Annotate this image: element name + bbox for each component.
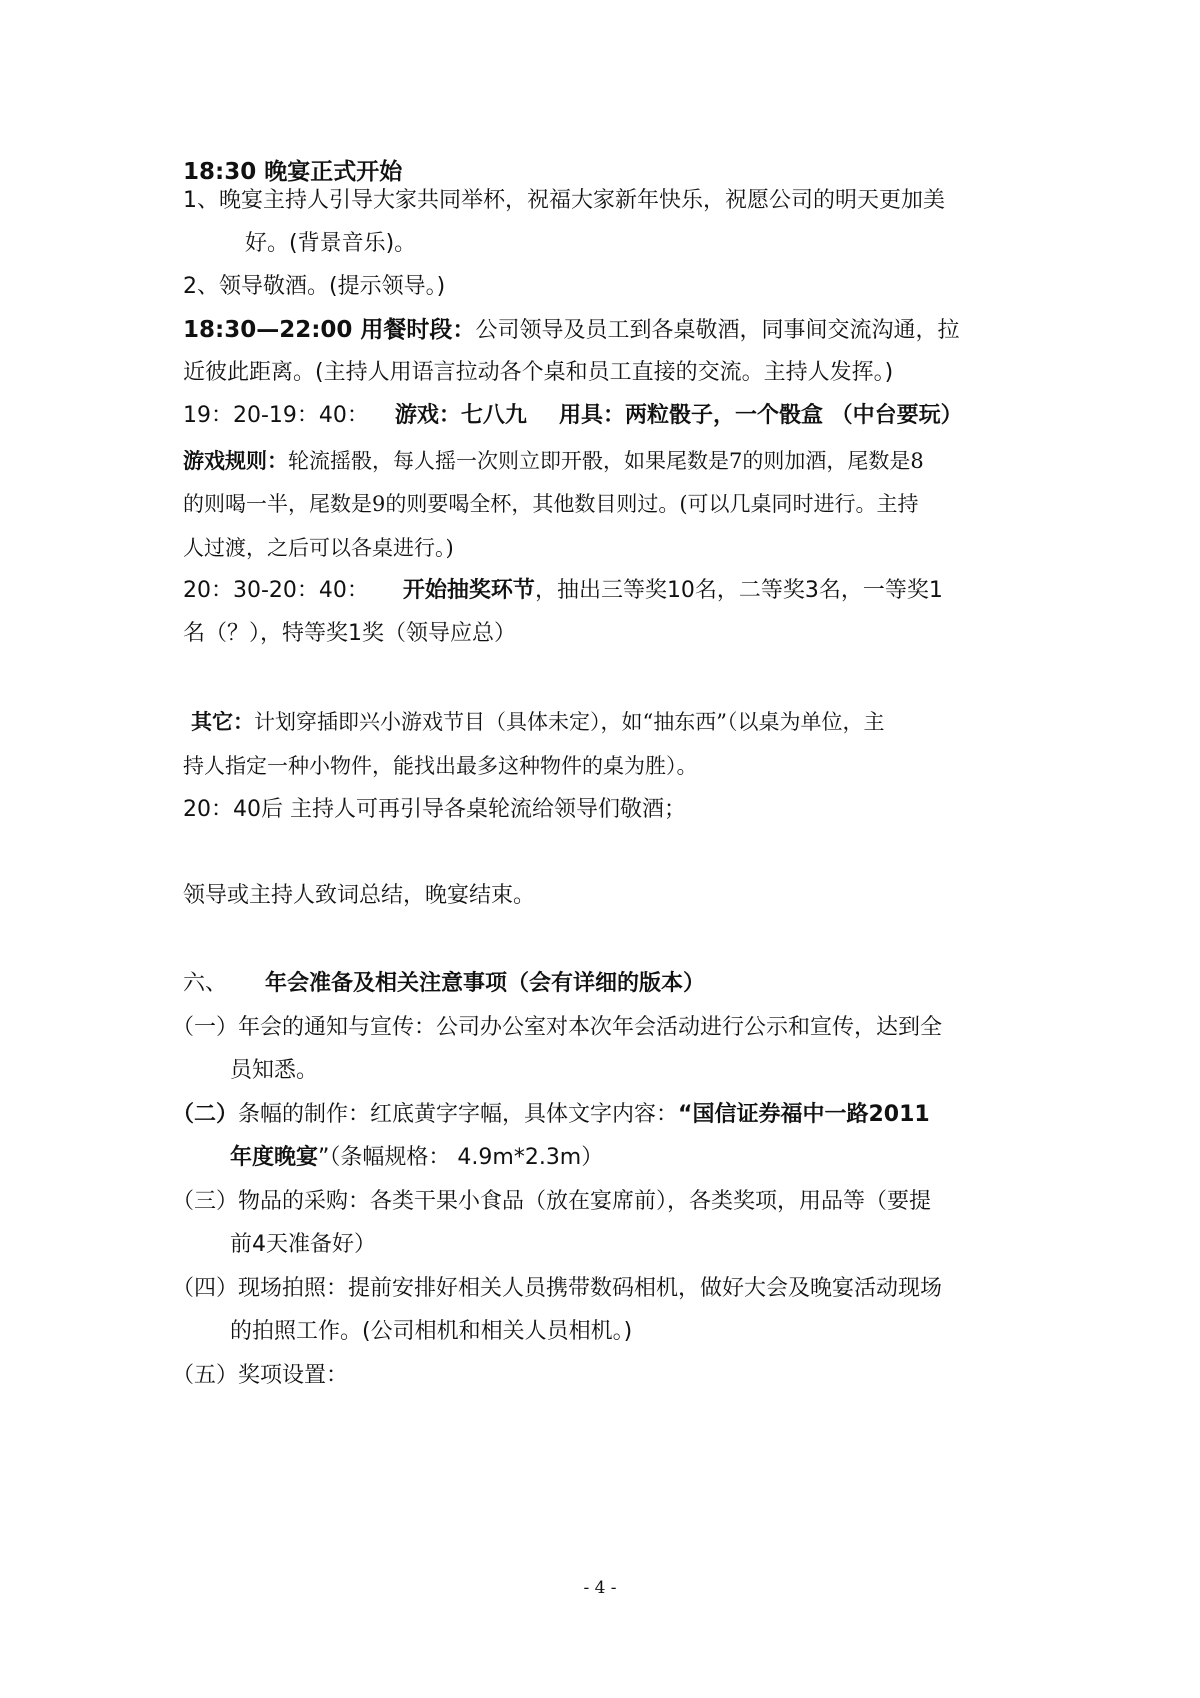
paragraph-line [230,1143,1090,1173]
text-run: （三）物品的采购：各类干果小食品（放在宴席前），各类奖项，用品等（要提 [172,1189,932,1214]
text-run: 20：30-20：40： [183,578,369,603]
section-heading-banquet-start [183,157,1043,187]
bold-run: 年度晚宴 [230,1145,319,1170]
text-run: 人过渡，之后可以各桌进行。) [183,536,454,560]
heading-text: 年会准备及相关注意事项（会有详细的版本） [265,971,706,996]
paragraph-line [183,315,1043,346]
bold-run: 18:30—22:00 用餐时段： [183,317,476,343]
text-run: ”（条幅规格： 4.9m*2.3m） [318,1145,604,1170]
paragraph-line [172,1361,1032,1391]
bold-run: （二） [172,1102,239,1127]
page-number: - 4 - [583,1578,617,1598]
bold-run: “国信证券福中一路2011 [678,1102,930,1127]
text-run: （五）奖项设置： [172,1363,349,1388]
text-run: 领导或主持人致词总结，晚宴结束。 [183,883,536,908]
text-run: 的则喝一半，尾数是9的则要喝全杯，其他数目则过。(可以几桌同时进行。主持 [183,492,919,516]
text-run: 前4天准备好） [230,1232,376,1257]
paragraph-line [172,1013,1032,1043]
text-run: 计划穿插即兴小游戏节目（具体未定），如“抽东西”（以桌为单位，主 [254,710,885,734]
paragraph-line [183,619,1043,649]
paragraph-line [183,489,1043,519]
text-run: 员知悉。 [230,1058,319,1083]
bold-run: 游戏规则： [183,448,288,473]
paragraph-line [230,1230,1090,1260]
text-run: 好。(背景音乐)。 [245,231,417,256]
section-heading-six [183,969,1043,999]
text-run: （四）现场拍照：提前安排好相关人员携带数码相机，做好大会及晚宴活动现场 [172,1276,943,1301]
paragraph-line [183,272,1043,302]
text-run: 近彼此距离。(主持人用语言拉动各个桌和员工直接的交流。主持人发挥。) [183,360,894,385]
paragraph-line [191,707,1051,737]
text-run: 19：20-19：40： [183,403,369,428]
paragraph-line [183,358,1043,388]
text-run: 的拍照工作。(公司相机和相关人员相机。) [230,1319,633,1344]
text-run: 1、晚宴主持人引导大家共同举杯，祝福大家新年快乐，祝愿公司的明天更加美 [183,188,945,213]
paragraph-line [183,751,1043,781]
text-run: 条幅的制作：红底黄字字幅，具体文字内容： [238,1102,679,1127]
text-run: 20：40后 主持人可再引导各桌轮流给领导们敬酒； [183,797,686,822]
text-run: 轮流摇骰，每人摇一次则立即开骰，如果尾数是7的则加酒，尾数是8 [288,449,924,473]
paragraph-line [183,795,1043,825]
bold-run: 游戏：七八九 [394,403,527,428]
paragraph-line [183,446,1043,476]
paragraph-line [183,881,1043,911]
paragraph-line [172,1100,1032,1130]
text-run: （一）年会的通知与宣传：公司办公室对本次年会活动进行公示和宣传，达到全 [172,1015,943,1040]
paragraph-line [183,533,1043,563]
paragraph-line [183,401,1043,431]
text-run: 名（？），特等奖1奖（领导应总） [183,621,516,646]
text-run: ，抽出三等奖10名，二等奖3名，一等奖1 [534,578,943,603]
text-run: 持人指定一种小物件，能找出最多这种物件的桌为胜）。 [183,754,698,778]
paragraph-line [230,1056,1090,1086]
text-run: 2、领导敬酒。(提示领导。) [183,274,446,299]
heading-text: 18:30 晚宴正式开始 [183,159,403,185]
text-run: 公司领导及员工到各桌敬酒，同事间交流沟通，拉 [475,318,960,343]
bold-run: 用具：两粒骰子，一个骰盒 （中台要玩） [558,403,963,428]
paragraph-line [183,576,1043,606]
paragraph-line [172,1187,1032,1217]
section-number: 六、 [183,971,228,996]
bold-run: 其它： [191,709,254,734]
paragraph-line [183,186,1043,216]
paragraph-line [230,1317,1090,1347]
paragraph-line [245,229,1105,259]
paragraph-line [172,1274,1032,1304]
bold-run: 开始抽奖环节 [402,578,535,603]
